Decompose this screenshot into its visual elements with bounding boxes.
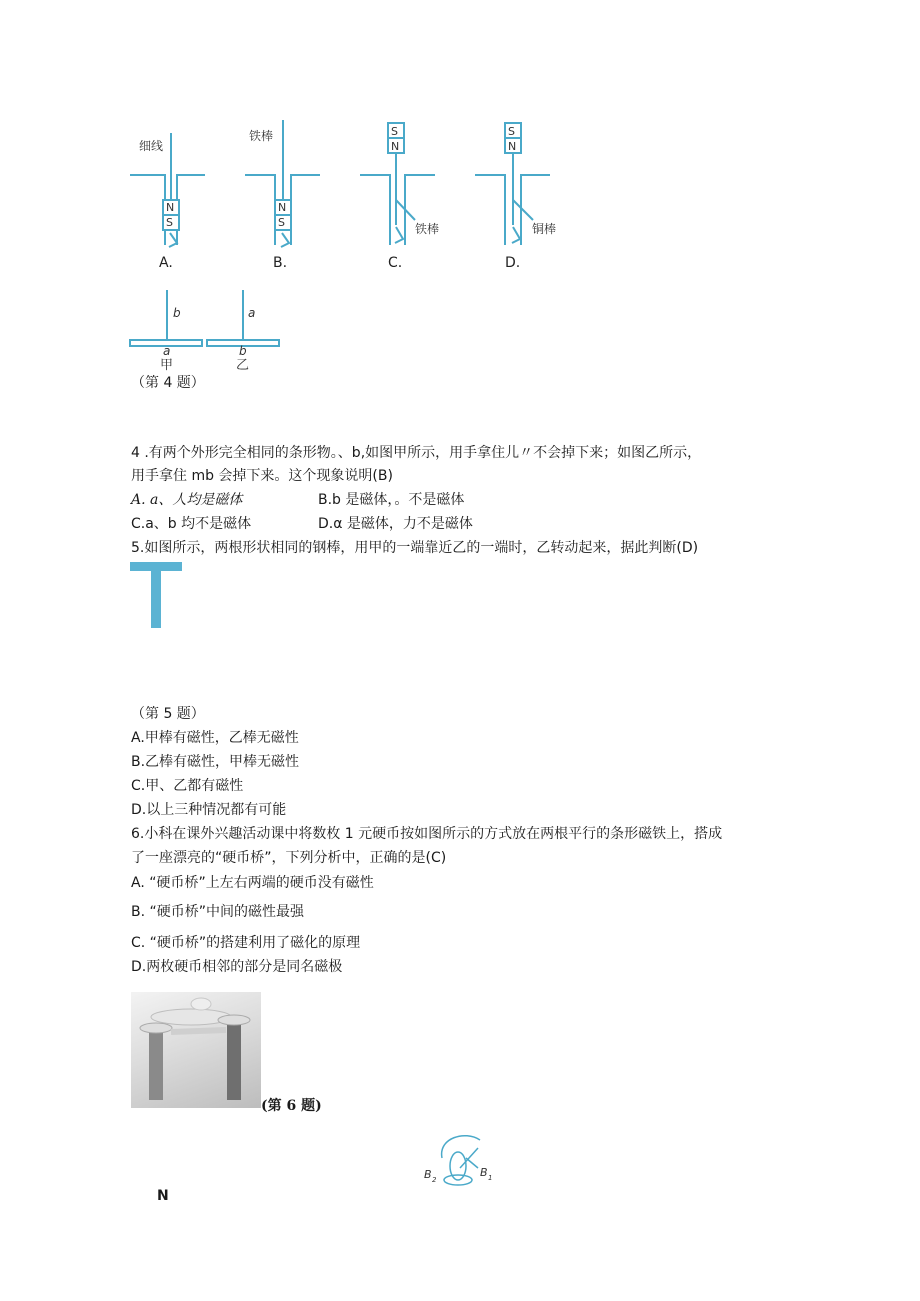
option-d-label: D.: [505, 255, 521, 271]
q5-option-a: A.甲棒有磁性，乙棒无磁性: [131, 730, 299, 746]
magnet-d-top: S: [508, 125, 515, 138]
magnet-b-top: N: [278, 201, 287, 214]
label-b2: B: [424, 1168, 432, 1181]
yi-name: 乙: [236, 358, 250, 373]
coin-bridge-photo: [131, 992, 261, 1108]
figure-5-t-shape: [130, 562, 186, 630]
yi-horizontal-label: b: [239, 344, 247, 358]
label-d-rod: 铜棒: [532, 222, 557, 236]
magnet-a-top: N: [166, 201, 175, 214]
label-b1-sub: 1: [488, 1174, 493, 1182]
q6-option-c: C. “硬币桥”的搭建利用了磁化的原理: [131, 935, 361, 951]
label-b1: B: [480, 1166, 488, 1179]
q5-option-b: B.乙棒有磁性，甲棒无磁性: [131, 754, 300, 770]
magnet-c-bottom: N: [391, 140, 400, 153]
magnet-a-bottom: S: [166, 216, 173, 229]
yi-vertical-label: a: [248, 306, 256, 320]
option-b-label: B.: [273, 255, 288, 271]
q4-stem-line1: 4 .有两个外形完全相同的条形物。、b,如图甲所示，用手拿住儿〃不会掉下来；如图乙所示，: [131, 445, 702, 461]
figure-6-caption: (第 6 题): [261, 1098, 322, 1114]
jia-horizontal-label: a: [163, 344, 171, 358]
figure-7-compass: [420, 1128, 500, 1190]
jia-vertical-label: b: [173, 306, 181, 320]
option-c-label: C.: [388, 255, 403, 271]
q6-option-d: D.两枚硬币相邻的部分是同名磁极: [131, 959, 343, 975]
magnet-c-top: S: [391, 125, 398, 138]
q4-stem-line2: 用手拿住 mb 会掉下来。这个现象说明(B): [131, 468, 393, 484]
label-c-rod: 铁棒: [415, 222, 440, 236]
figure-4-caption: （第 4 题）: [131, 375, 205, 391]
q6-option-a: A. “硬币桥”上左右两端的硬币没有磁性: [131, 875, 374, 891]
magnet-b-bottom: S: [278, 216, 285, 229]
label-b-rod: 铁棒: [249, 129, 274, 143]
figure-5-caption: （第 5 题）: [131, 706, 205, 722]
figure-4-options: [125, 115, 565, 275]
q5-stem: 5.如图所示，两根形状相同的钢棒，用甲的一端靠近乙的一端时，乙转动起来，据此判断(D): [131, 540, 699, 556]
option-a-label: A.: [159, 255, 173, 271]
q4-option-d: D.α 是磁体，力不是磁体: [318, 516, 473, 532]
magnet-d-bottom: N: [508, 140, 517, 153]
q5-option-c: C.甲、乙都有磁性: [131, 778, 244, 794]
jia-name: 甲: [160, 358, 174, 373]
label-b2-sub: 2: [432, 1176, 437, 1184]
q4-option-c: C.a、b 均不是磁体: [131, 516, 252, 532]
q6-stem-line1: 6.小科在课外兴趣活动课中将数枚 1 元硬币按如图所示的方式放在两根平行的条形磁铁上，搭成: [131, 826, 723, 842]
label-a-thread: 细线: [139, 139, 164, 153]
q5-option-d: D.以上三种情况都有可能: [131, 802, 287, 818]
q4-option-b: B.b 是磁体，。不是磁体: [318, 492, 465, 508]
q6-option-b: B. “硬币桥”中间的磁性最强: [131, 904, 305, 920]
figure-jia-yi: [125, 285, 285, 375]
q4-option-a: A. a、人均是磁体: [131, 492, 243, 508]
stray-letter: N: [157, 1188, 169, 1204]
q6-stem-line2: 了一座漂亮的“硬币桥”，下列分析中，正确的是(C): [131, 850, 447, 866]
